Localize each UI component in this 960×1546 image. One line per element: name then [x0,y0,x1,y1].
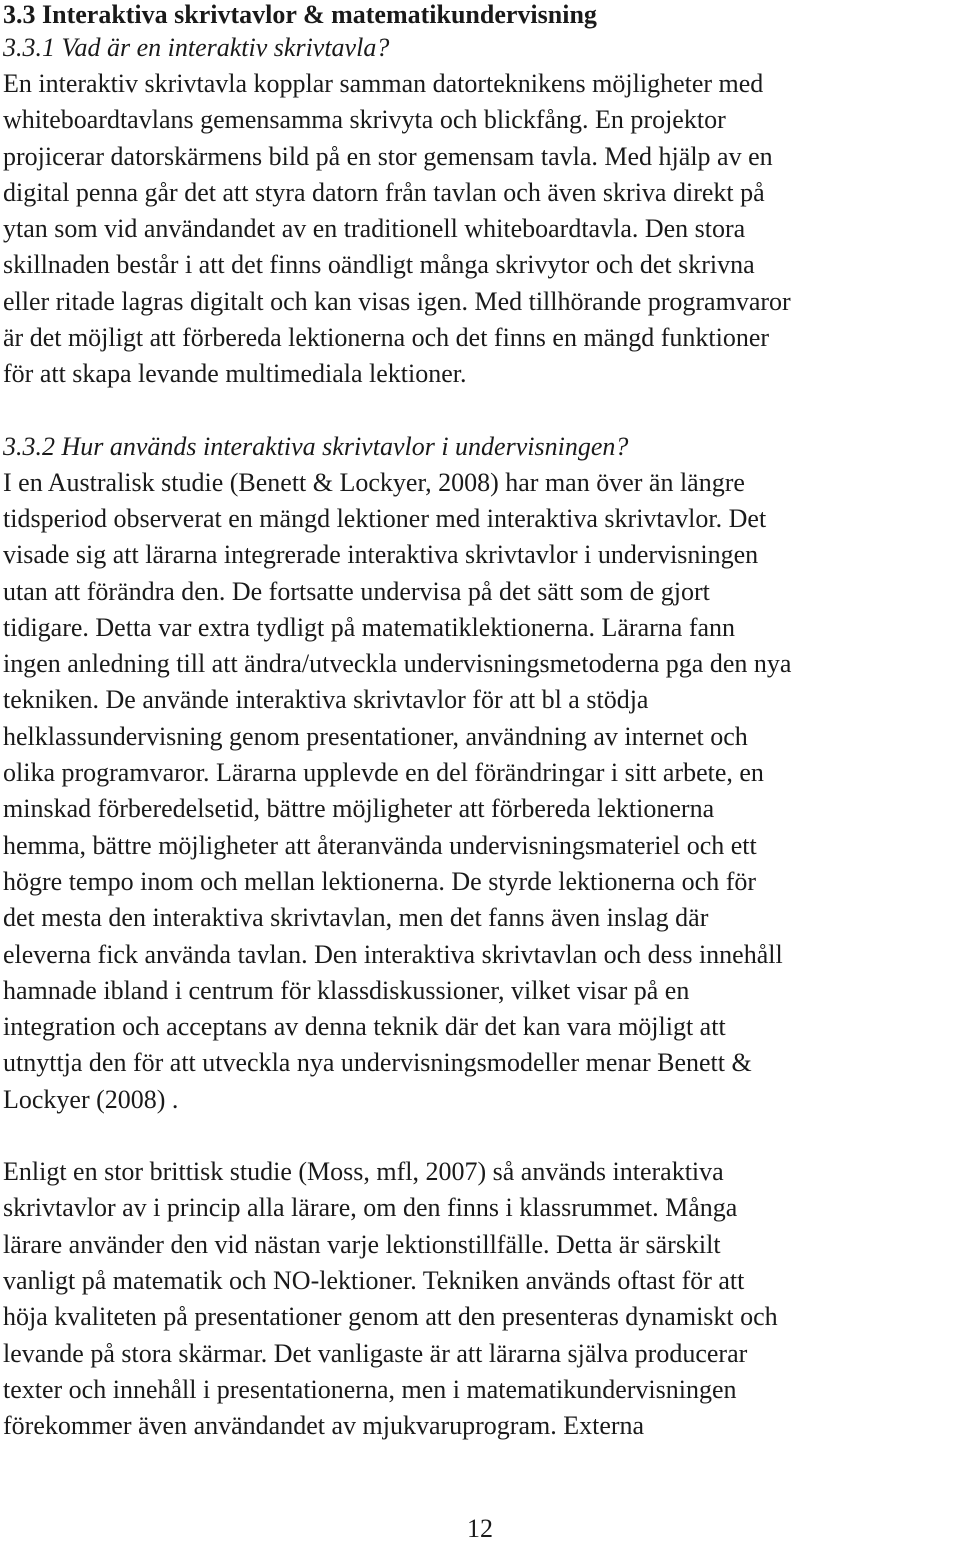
text-line: utan att förändra den. De fortsatte undervisa på det sätt som de gjort [3,576,710,606]
paragraph-spacer [3,393,959,429]
text-line: förekommer även användandet av mjukvaruprogram. Externa [3,1411,645,1441]
text-line: tidsperiod observerat en mängd lektioner med interaktiva skrivtavlor. Det [3,503,767,533]
text-line: I en Australisk studie (Benett & Lockyer, 2008) har man över än längre [3,467,745,497]
text-line: Enligt en stor brittisk studie (Moss, mfl, 2007) så används interaktiva [3,1157,724,1187]
text-line: projicerar datorskärmens bild på en stor gemensam tavla. Med hjälp av en [3,141,773,171]
text-line: tekniken. De använde interaktiva skrivtavlor för att bl a stödja [3,685,649,715]
text-line: integration och acceptans av denna teknik där det kan vara möjligt att [3,1012,726,1042]
text-line: hamnade ibland i centrum för klassdiskussioner, vilket visar på en [3,975,690,1005]
text-line: whiteboardtavlans gemensamma skrivyta och blickfång. En projektor [3,105,726,135]
text-line: olika programvaror. Lärarna upplevde en del förändringar i sitt arbete, en [3,758,764,788]
text-line: är det möjligt att förbereda lektionerna och det finns en mängd funktioner [3,323,770,353]
text-line: det mesta den interaktiva skrivtavlan, men det fanns även inslag där [3,903,709,933]
text-line: vanligt på matematik och NO-lektioner. Tekniken används oftast för att [3,1265,745,1295]
text-line: ingen anledning till att ändra/utveckla undervisningsmetoderna pga den nya [3,649,792,679]
text-line: En interaktiv skrivtavla kopplar samman datorteknikens möjligheter med [3,69,764,98]
paragraph-spacer [3,1118,959,1154]
document-page [3,0,959,1444]
text-line: skrivtavlor av i princip alla lärare, om den finns i klassrummet. Många [3,1193,738,1223]
text-line: skillnaden består i att det finns oändligt många skrivytor och det skrivna [3,250,755,280]
text-line: hemma, bättre möjligheter att återanvända undervisningsmateriel och ett [3,830,757,860]
text-line: för att skapa levande multimediala lektioner. [3,359,467,389]
text-line: höja kvaliteten på presentationer genom att den presenteras dynamiskt och [3,1302,778,1332]
text-line: eleverna fick använda tavlan. Den interaktiva skrivtavlan och dess innehåll [3,939,783,969]
section-heading: 3.3 Interaktiva skrivtavlor & matematikundervisning [3,0,597,29]
text-line: utnyttja den för att utveckla nya undervisningsmodeller menar Benett & [3,1048,752,1078]
text-line: minskad förberedelsetid, bättre möjligheter att förbereda lektionerna [3,794,715,824]
text-line: helklassundervisning genom presentationer, användning av internet och [3,721,748,751]
subsection-heading-2: 3.3.2 Hur används interaktiva skrivtavlor i undervisningen? [3,431,629,461]
text-line: högre tempo inom och mellan lektionerna. De styrde lektionerna och för [3,866,757,896]
paragraph-1 [3,66,959,393]
page-number: 12 [467,1514,493,1543]
text-line: texter och innehåll i presentationerna, men i matematikundervisningen [3,1374,737,1404]
text-line: lärare använder den vid nästan varje lektionstillfälle. Detta är särskilt [3,1229,721,1259]
text-line: tidigare. Detta var extra tydligt på matematiklektionerna. Lärarna fann [3,612,736,642]
paragraph-3 [3,1154,959,1444]
paragraph-2 [3,465,959,1118]
text-line: ytan som vid användandet av en traditionell whiteboardtavla. Den stora [3,214,746,244]
subsection-heading-1: 3.3.1 Vad är en interaktiv skrivtavla? [3,33,390,62]
text-line: eller ritade lagras digitalt och kan visas igen. Med tillhörande programvaror [3,286,791,316]
text-line: digital penna går det att styra datorn från tavlan och även skriva direkt på [3,177,765,207]
text-line: levande på stora skärmar. Det vanligaste är att lärarna själva producerar [3,1338,748,1368]
text-line: visade sig att lärarna integrerade interaktiva skrivtavlor i undervisningen [3,540,759,570]
text-line: Lockyer (2008) . [3,1084,179,1114]
